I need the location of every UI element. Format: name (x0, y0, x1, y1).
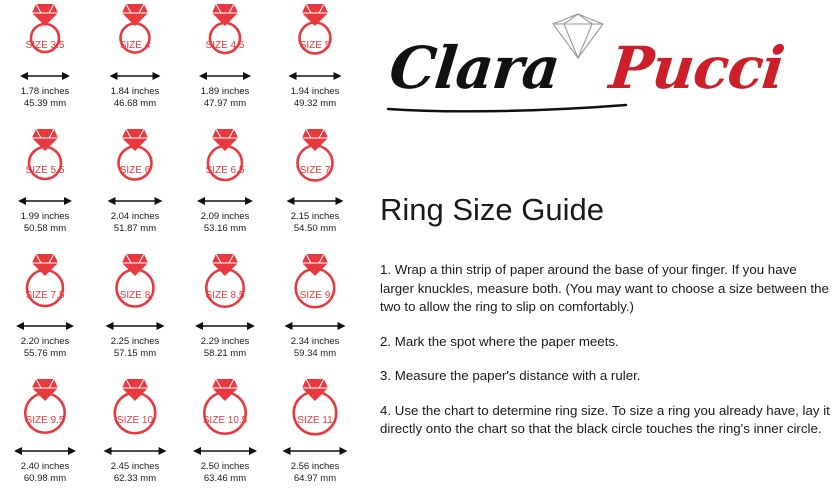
guide-panel (368, 0, 839, 501)
ring-measurement-inches: 2.50 inches (200, 461, 250, 472)
ring-size-cell (90, 375, 180, 500)
measurement-arrow (0, 445, 90, 459)
ring-measurement-mm: 51.87 mm (113, 223, 157, 234)
ring-size-label: SIZE 7 (299, 165, 331, 176)
ring-measurement-inches: 2.45 inches (110, 461, 160, 472)
ring-icon (90, 127, 180, 199)
ring-size-cell (180, 0, 270, 125)
ring-size-label: SIZE 9 (299, 290, 331, 301)
brand-name-first: Clara (386, 34, 563, 102)
measurement-arrow (270, 195, 360, 209)
ring-illustration (90, 250, 180, 322)
ring-measurement-mm: 59.34 mm (293, 348, 337, 359)
ring-size-label: SIZE 10 (116, 415, 154, 426)
ring-measurement (270, 86, 360, 110)
ring-illustration (0, 0, 90, 72)
ring-measurement-mm: 57.15 mm (113, 348, 157, 359)
ring-icon (270, 377, 360, 449)
ring-measurement-mm: 46.68 mm (113, 98, 157, 109)
measurement-arrow (90, 445, 180, 459)
measurement-arrow (270, 445, 360, 459)
measurement-arrow (180, 70, 270, 84)
instruction-list (380, 248, 832, 439)
ring-size-cell (0, 125, 90, 250)
ring-measurement-inches: 2.34 inches (290, 336, 340, 347)
brand-logo (378, 8, 833, 108)
ring-measurement-inches: 2.15 inches (290, 211, 340, 222)
ring-size-label: SIZE 8 (119, 290, 151, 301)
ring-size-cell (180, 375, 270, 500)
ring-measurement (180, 86, 270, 110)
ring-measurement-mm: 55.76 mm (23, 348, 67, 359)
ring-measurement (0, 336, 90, 360)
brand-name-second: Pucci (606, 34, 788, 102)
page-title: Ring Size Guide (380, 192, 605, 227)
ring-illustration (90, 375, 180, 447)
ring-measurement (90, 86, 180, 110)
ring-size-cell (90, 0, 180, 125)
ring-measurement (90, 461, 180, 485)
ring-icon (90, 377, 180, 449)
measurement-arrow (90, 195, 180, 209)
ring-illustration (180, 0, 270, 72)
ring-size-cell (0, 250, 90, 375)
ring-measurement-inches: 2.04 inches (110, 211, 160, 222)
ring-measurement (180, 211, 270, 235)
ring-measurement (180, 336, 270, 360)
ring-measurement-inches: 1.84 inches (110, 86, 160, 97)
ring-measurement-mm: 64.97 mm (293, 473, 337, 484)
ring-measurement-mm: 62.33 mm (113, 473, 157, 484)
ring-measurement (0, 461, 90, 485)
ring-measurement-mm: 54.50 mm (293, 223, 337, 234)
measurement-arrow (270, 70, 360, 84)
measurement-arrow (0, 70, 90, 84)
ring-icon (0, 127, 90, 199)
ring-size-cell (90, 125, 180, 250)
ring-measurement-inches: 2.20 inches (20, 336, 70, 347)
ring-illustration (270, 375, 360, 447)
ring-icon (180, 2, 270, 74)
ring-measurement (270, 211, 360, 235)
measurement-arrow (90, 70, 180, 84)
measurement-arrow (0, 195, 90, 209)
ring-icon (0, 252, 90, 324)
ring-illustration (180, 375, 270, 447)
ring-measurement (90, 336, 180, 360)
measurement-arrow (180, 445, 270, 459)
instruction-step: 4. Use the chart to determine ring size. To size a ring you already have, lay it directly onto the chart so that the black circle touches the ring's inner circle. (380, 402, 830, 437)
ring-icon (90, 252, 180, 324)
ring-measurement (270, 461, 360, 485)
ring-measurement-mm: 60.98 mm (23, 473, 67, 484)
ring-icon (90, 2, 180, 74)
ring-measurement-mm: 49.32 mm (293, 98, 337, 109)
ring-size-label: SIZE 10.5 (202, 415, 248, 426)
ring-size-chart (0, 0, 360, 501)
ring-size-cell (180, 250, 270, 375)
ring-illustration (0, 125, 90, 197)
ring-size-label: SIZE 7.5 (25, 290, 65, 301)
ring-measurement-inches: 2.56 inches (290, 461, 340, 472)
ring-icon (180, 377, 270, 449)
ring-measurement-mm: 63.46 mm (203, 473, 247, 484)
ring-measurement (0, 211, 90, 235)
ring-illustration (180, 250, 270, 322)
ring-measurement-mm: 45.39 mm (23, 98, 67, 109)
measurement-arrow (180, 320, 270, 334)
ring-icon (180, 127, 270, 199)
ring-illustration (270, 125, 360, 197)
ring-size-label: SIZE 6 (119, 165, 151, 176)
ring-size-label: SIZE 9.5 (25, 415, 65, 426)
ring-size-cell (0, 0, 90, 125)
measurement-arrow (180, 195, 270, 209)
ring-size-label: SIZE 11 (297, 415, 333, 426)
ring-illustration (0, 250, 90, 322)
ring-measurement-mm: 58.21 mm (203, 348, 247, 359)
ring-size-cell (270, 125, 360, 250)
ring-measurement (0, 86, 90, 110)
ring-size-cell (180, 125, 270, 250)
ring-size-label: SIZE 5.5 (25, 165, 65, 176)
measurement-arrow (270, 320, 360, 334)
ring-size-label: SIZE 4.5 (205, 40, 245, 51)
ring-measurement-inches: 1.89 inches (200, 86, 250, 97)
ring-measurement-inches: 1.99 inches (20, 211, 70, 222)
ring-illustration (90, 125, 180, 197)
ring-icon (270, 252, 360, 324)
ring-size-label: SIZE 3.5 (25, 40, 65, 51)
measurement-arrow (90, 320, 180, 334)
ring-measurement-inches: 2.09 inches (200, 211, 250, 222)
ring-measurement-inches: 2.40 inches (20, 461, 70, 472)
ring-illustration (90, 0, 180, 72)
ring-measurement-inches: 1.78 inches (20, 86, 70, 97)
ring-size-cell (270, 0, 360, 125)
ring-size-cell (90, 250, 180, 375)
ring-size-label: SIZE 8.5 (205, 290, 245, 301)
ring-illustration (270, 250, 360, 322)
instruction-step: 3. Measure the paper's distance with a ruler. (380, 368, 641, 384)
ring-size-cell (270, 250, 360, 375)
ring-measurement (90, 211, 180, 235)
ring-icon (270, 2, 360, 74)
ring-size-cell (270, 375, 360, 500)
instruction-step: 1. Wrap a thin strip of paper around the base of your finger. If you have larger knuckles, measure both. (You may want to choose a size between the two to allow the ring to slip on comfortably.) (380, 262, 829, 315)
instruction-step: 2. Mark the spot where the paper meets. (380, 333, 619, 349)
ring-measurement (180, 461, 270, 485)
ring-measurement-inches: 2.29 inches (200, 336, 250, 347)
ring-measurement-inches: 2.25 inches (110, 336, 160, 347)
ring-measurement-mm: 53.16 mm (203, 223, 247, 234)
ring-measurement (270, 336, 360, 360)
ring-measurement-inches: 1.94 inches (290, 86, 340, 97)
ring-icon (0, 2, 90, 74)
ring-illustration (0, 375, 90, 447)
ring-measurement-mm: 50.58 mm (23, 223, 67, 234)
ring-icon (180, 252, 270, 324)
ring-icon (270, 127, 360, 199)
ring-size-label: SIZE 6.5 (205, 165, 245, 176)
ring-size-cell (0, 375, 90, 500)
ring-measurement-mm: 47.97 mm (203, 98, 247, 109)
logo-swash (386, 100, 636, 110)
measurement-arrow (0, 320, 90, 334)
ring-size-label: SIZE 5 (299, 40, 331, 51)
ring-illustration (270, 0, 360, 72)
ring-icon (0, 377, 90, 449)
ring-size-label: SIZE 4 (119, 40, 151, 51)
ring-illustration (180, 125, 270, 197)
